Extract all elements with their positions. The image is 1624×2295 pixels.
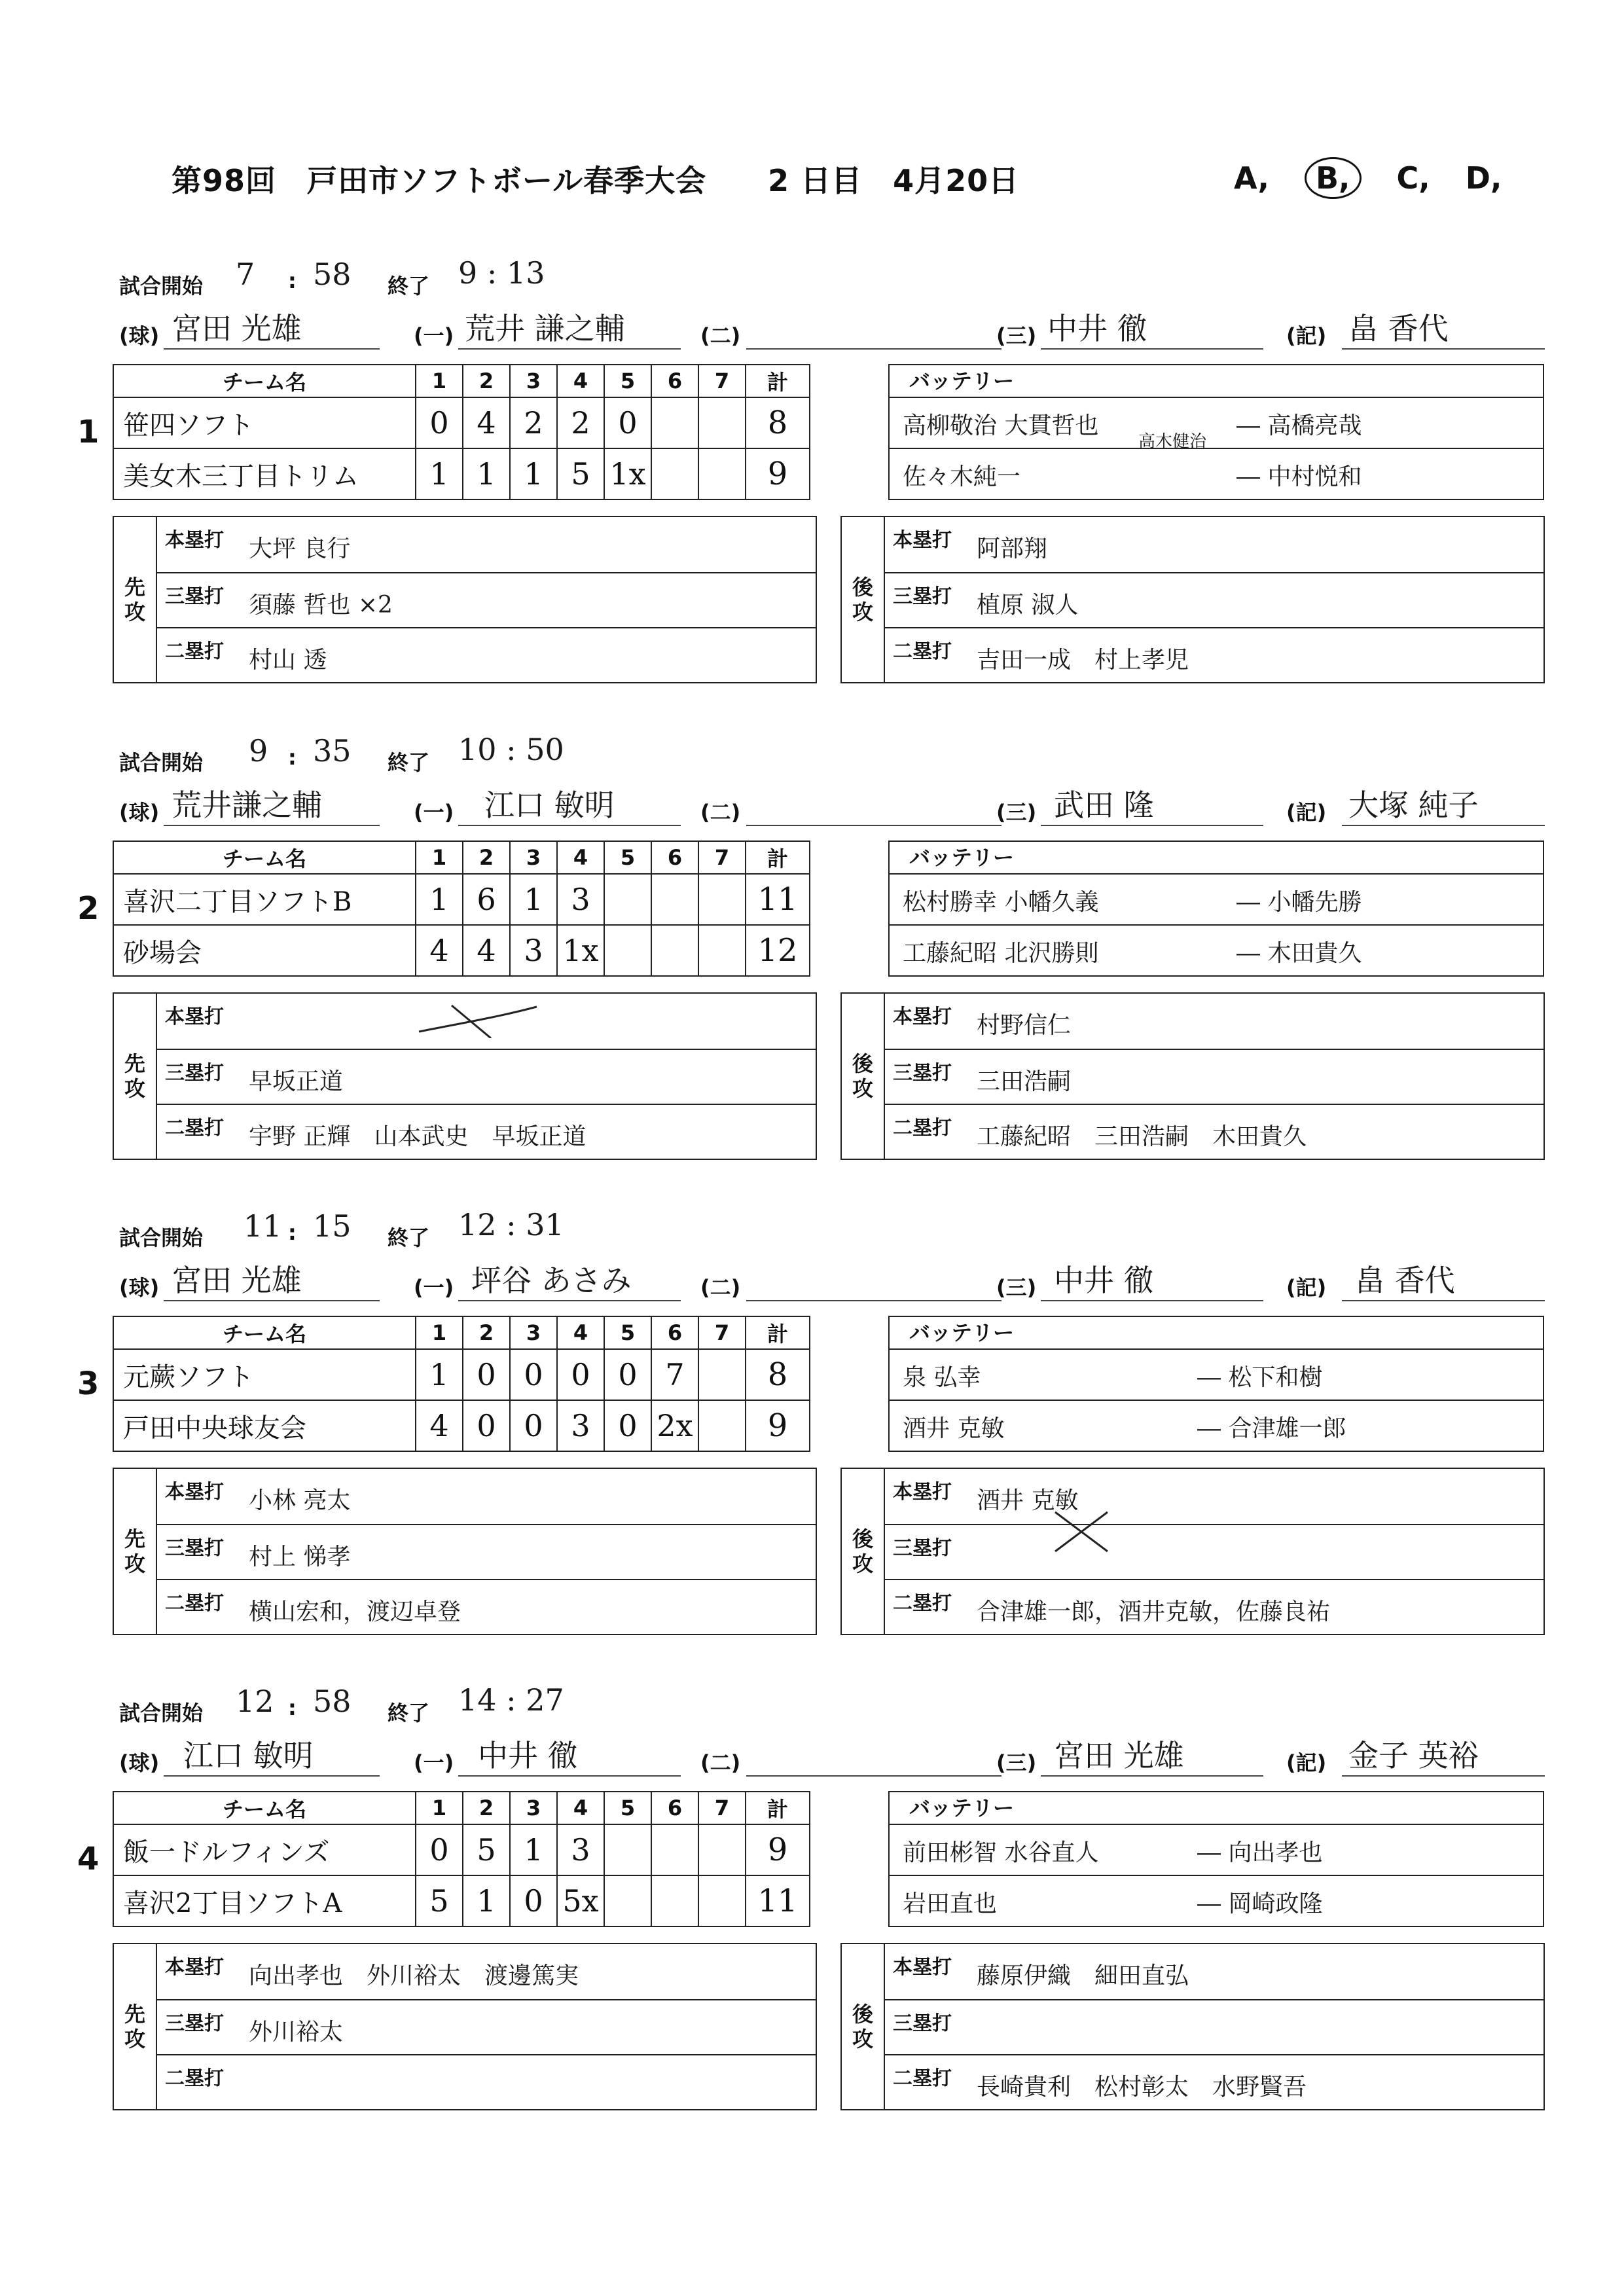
start-minute: 58 xyxy=(313,257,352,292)
recorder: 大塚 純子 xyxy=(1348,787,1479,823)
team-name: 喜沢2丁目ソフトA xyxy=(113,1875,416,1926)
court-selector xyxy=(1234,157,1526,199)
total-score: 9 xyxy=(746,1824,810,1875)
umpire-ball-label: (球) xyxy=(119,800,160,825)
triple-players: 三田浩嗣 xyxy=(977,1068,1072,1095)
first-attack-label: 先 攻 xyxy=(114,994,157,1159)
inning-score: 0 xyxy=(510,1875,557,1926)
team-name-header: チーム名 xyxy=(113,1316,416,1349)
team-name: 笹四ソフト xyxy=(113,397,416,448)
total-score: 8 xyxy=(746,1349,810,1400)
inning-header: 5 xyxy=(604,365,651,397)
inning-score xyxy=(604,1824,651,1875)
inning-header: 3 xyxy=(510,841,557,874)
second-attack-hits xyxy=(840,1943,1545,2110)
umpire-ball: 宮田 光雄 xyxy=(171,311,302,346)
triple-players: 植原 淑人 xyxy=(977,592,1079,619)
inning-score: 4 xyxy=(463,397,510,448)
double-row: 二塁打 合津雄一郎，酒井克敏，佐藤良祐 xyxy=(885,1579,1543,1635)
inning-score xyxy=(604,925,651,976)
double-row: 二塁打 吉田一成 村上孝児 xyxy=(885,627,1543,683)
inning-header: 7 xyxy=(698,1792,746,1824)
inning-score: 1 xyxy=(416,874,463,925)
triple-row: 三塁打 須藤 哲也 ×2 xyxy=(157,572,816,628)
umpire-1: 中井 徹 xyxy=(478,1738,578,1773)
inning-score: 1 xyxy=(416,448,463,499)
first-attack-hits xyxy=(113,516,817,683)
inning-score xyxy=(651,1824,698,1875)
double-players: 合津雄一郎，酒井克敏，佐藤良祐 xyxy=(977,1599,1331,1625)
umpire-ball: 宮田 光雄 xyxy=(171,1263,302,1298)
inning-score: 1 xyxy=(463,448,510,499)
game-number: 4 xyxy=(77,1841,99,1877)
game-number: 2 xyxy=(77,890,99,927)
triple-row: 三塁打 xyxy=(885,1999,1543,2055)
umpire-3: 中井 徹 xyxy=(1047,311,1147,346)
inning-score xyxy=(698,1349,746,1400)
inning-score: 1x xyxy=(557,925,604,976)
game-block xyxy=(0,1676,1624,2147)
recorder-label: (記) xyxy=(1286,1275,1327,1300)
pitchers: 高柳敬治 大貫哲也 xyxy=(903,412,1099,439)
umpire-2-label: (二) xyxy=(700,323,741,348)
inning-score: 2x xyxy=(651,1400,698,1451)
battery-box xyxy=(888,840,1544,977)
double-players: 宇野 正輝 山本武史 早坂正道 xyxy=(249,1123,586,1150)
inning-score xyxy=(698,1875,746,1926)
double-row: 二塁打 xyxy=(157,2054,816,2110)
battery-row xyxy=(890,398,1543,452)
start-label: 試合開始 xyxy=(119,1701,204,1726)
inning-score: 0 xyxy=(416,1824,463,1875)
inning-header: 4 xyxy=(557,1316,604,1349)
inning-score: 6 xyxy=(463,874,510,925)
hr-players: 向出孝也 外川裕太 渡邊篤実 xyxy=(249,1962,579,1989)
first-attack-hits xyxy=(113,1468,817,1635)
umpire-ball-label: (球) xyxy=(119,1750,160,1775)
second-attack-label: 後 攻 xyxy=(842,517,885,682)
pitchers: 松村勝幸 小幡久義 xyxy=(903,889,1099,916)
triple-row: 三塁打 外川裕太 xyxy=(157,1999,816,2055)
total-score: 9 xyxy=(746,1400,810,1451)
team-row xyxy=(113,925,810,976)
inning-score: 2 xyxy=(557,397,604,448)
total-score: 9 xyxy=(746,448,810,499)
hr-row: 本塁打 藤原伊織 細田直弘 xyxy=(893,1956,1189,1989)
double-row: 二塁打 宇野 正輝 山本武史 早坂正道 xyxy=(157,1104,816,1160)
catcher: ― 合津雄一郎 xyxy=(1197,1415,1346,1442)
battery-sub: 高木健治 xyxy=(1138,432,1207,452)
inning-header: 3 xyxy=(510,1792,557,1824)
team-row xyxy=(113,1875,810,1926)
team-name: 美女木三丁目トリム xyxy=(113,448,416,499)
battery-row xyxy=(890,924,1543,975)
scoreboard xyxy=(113,364,810,500)
triple-players: 須藤 哲也 ×2 xyxy=(249,592,393,619)
second-attack-hits xyxy=(840,1468,1545,1635)
umpire-ball-label: (球) xyxy=(119,323,160,348)
battery-row xyxy=(890,448,1543,499)
inning-score: 4 xyxy=(416,1400,463,1451)
inning-score: 1 xyxy=(510,1824,557,1875)
team-name-header: チーム名 xyxy=(113,1792,416,1824)
none-mark xyxy=(1042,1506,1121,1558)
recorder-label: (記) xyxy=(1286,323,1327,348)
inning-score: 0 xyxy=(604,397,651,448)
inning-score xyxy=(651,925,698,976)
end-time: 14 : 27 xyxy=(458,1682,564,1718)
inning-header: 4 xyxy=(557,1792,604,1824)
umpire-2-label: (二) xyxy=(700,800,741,825)
inning-score: 1x xyxy=(604,448,651,499)
battery-row xyxy=(890,875,1543,924)
inning-header: 2 xyxy=(463,1316,510,1349)
hr-row: 本塁打 村野信仁 xyxy=(893,1005,1072,1039)
inning-header: 2 xyxy=(463,841,510,874)
inning-score xyxy=(698,874,746,925)
team-row xyxy=(113,1824,810,1875)
team-name: 喜沢二丁目ソフトB xyxy=(113,874,416,925)
double-players: 長崎貴利 松村彰太 水野賢吾 xyxy=(977,2074,1307,2101)
inning-score: 5 xyxy=(416,1875,463,1926)
hr-players: 村野信仁 xyxy=(977,1012,1072,1039)
none-mark xyxy=(412,999,543,1038)
inning-score xyxy=(651,1875,698,1926)
inning-score: 4 xyxy=(463,925,510,976)
first-attack-hits xyxy=(113,992,817,1160)
hr-row: 本塁打 阿部翔 xyxy=(893,529,1048,562)
total-score: 8 xyxy=(746,397,810,448)
pitchers: 泉 弘幸 xyxy=(903,1364,981,1391)
triple-row: 三塁打 村上 悌孝 xyxy=(157,1524,816,1580)
inning-header: 3 xyxy=(510,1316,557,1349)
triple-row: 三塁打 早坂正道 xyxy=(157,1049,816,1105)
inning-header: 6 xyxy=(651,1792,698,1824)
umpire-3-label: (三) xyxy=(996,323,1037,348)
inning-header: 2 xyxy=(463,1792,510,1824)
inning-score: 5 xyxy=(557,448,604,499)
double-players: 横山宏和，渡辺卓登 xyxy=(249,1599,461,1625)
umpire-1-label: (一) xyxy=(414,1750,454,1775)
inning-header: 5 xyxy=(604,841,651,874)
inning-header: 5 xyxy=(604,1792,651,1824)
start-minute: 35 xyxy=(313,733,352,768)
inning-header: 1 xyxy=(416,365,463,397)
recorder: 金子 英裕 xyxy=(1348,1738,1479,1773)
umpire-ball-label: (球) xyxy=(119,1275,160,1300)
team-name: 元蕨ソフト xyxy=(113,1349,416,1400)
total-score: 11 xyxy=(746,874,810,925)
inning-header: 1 xyxy=(416,1792,463,1824)
hr-row: 本塁打 向出孝也 外川裕太 渡邊篤実 xyxy=(165,1956,579,1989)
catcher: ― 松下和樹 xyxy=(1197,1364,1323,1391)
inning-header: 4 xyxy=(557,365,604,397)
court-b-selected: B, xyxy=(1305,157,1362,199)
catcher: ― 木田貴久 xyxy=(1236,940,1362,967)
end-time: 12 : 31 xyxy=(458,1207,564,1242)
pitchers: 工藤紀昭 北沢勝則 xyxy=(903,940,1099,967)
start-minute: 15 xyxy=(313,1208,352,1244)
inning-header: 6 xyxy=(651,365,698,397)
inning-score: 1 xyxy=(510,448,557,499)
hr-players: 藤原伊織 細田直弘 xyxy=(977,1962,1189,1989)
umpire-ball: 江口 敏明 xyxy=(183,1738,314,1773)
inning-score: 1 xyxy=(416,1349,463,1400)
start-label: 試合開始 xyxy=(119,750,204,775)
inning-score: 5 xyxy=(463,1824,510,1875)
end-label: 終了 xyxy=(388,1701,430,1726)
total-header: 計 xyxy=(746,841,810,874)
game-number: 3 xyxy=(77,1365,99,1402)
court-c: C, xyxy=(1396,160,1430,196)
catcher: ― 中村悦和 xyxy=(1236,463,1362,490)
inning-score xyxy=(651,874,698,925)
umpire-3: 宮田 光雄 xyxy=(1054,1738,1184,1773)
inning-score: 0 xyxy=(463,1400,510,1451)
battery-row xyxy=(890,1825,1543,1875)
start-hour: 11 xyxy=(244,1208,282,1244)
inning-header: 1 xyxy=(416,1316,463,1349)
inning-score: 0 xyxy=(557,1349,604,1400)
umpire-3-label: (三) xyxy=(996,1750,1037,1775)
inning-score: 1 xyxy=(463,1875,510,1926)
sheet-title: 第98回 戸田市ソフトボール春季大会 2 日目 4月20日 xyxy=(171,163,1020,198)
first-attack-label: 先 攻 xyxy=(114,1944,157,2109)
umpire-1: 江口 敏明 xyxy=(484,787,615,823)
double-row: 二塁打 村山 透 xyxy=(157,627,816,683)
end-label: 終了 xyxy=(388,750,430,775)
time-colon: : xyxy=(288,745,297,770)
hr-players: 大坪 良行 xyxy=(249,535,351,562)
second-attack-label: 後 攻 xyxy=(842,994,885,1159)
recorder: 畠 香代 xyxy=(1348,311,1449,346)
inning-score: 0 xyxy=(510,1349,557,1400)
time-colon: : xyxy=(288,1220,297,1245)
hr-players: 酒井 克敏 xyxy=(977,1487,1079,1514)
time-colon: : xyxy=(288,268,297,293)
hr-row: 本塁打 大坪 良行 xyxy=(165,529,351,562)
second-attack-hits xyxy=(840,516,1545,683)
end-time: 10 : 50 xyxy=(458,732,564,767)
start-label: 試合開始 xyxy=(119,274,204,298)
triple-row: 三塁打 植原 淑人 xyxy=(885,572,1543,628)
umpire-2-label: (二) xyxy=(700,1750,741,1775)
catcher: ― 高橋亮哉 xyxy=(1236,412,1362,439)
inning-score xyxy=(698,1400,746,1451)
umpire-1: 坪谷 あさみ xyxy=(471,1263,632,1298)
inning-score: 0 xyxy=(604,1349,651,1400)
team-name-header: チーム名 xyxy=(113,365,416,397)
inning-header: 1 xyxy=(416,841,463,874)
team-row xyxy=(113,1349,810,1400)
pitchers: 前田彬智 水谷直人 xyxy=(903,1839,1099,1866)
inning-score: 3 xyxy=(510,925,557,976)
team-name-header: チーム名 xyxy=(113,841,416,874)
second-attack-label: 後 攻 xyxy=(842,1469,885,1634)
inning-score: 1 xyxy=(510,874,557,925)
inning-header: 2 xyxy=(463,365,510,397)
court-d: D, xyxy=(1465,160,1502,196)
triple-row: 三塁打 xyxy=(885,1524,1543,1580)
end-label: 終了 xyxy=(388,1225,430,1250)
time-colon: : xyxy=(288,1695,297,1720)
second-attack-hits xyxy=(840,992,1545,1160)
umpire-3: 武田 隆 xyxy=(1054,787,1154,823)
team-row xyxy=(113,1400,810,1451)
umpire-1-label: (一) xyxy=(414,800,454,825)
total-header: 計 xyxy=(746,1792,810,1824)
team-name: 飯一ドルフィンズ xyxy=(113,1824,416,1875)
catcher: ― 小幡先勝 xyxy=(1236,889,1362,916)
triple-players: 外川裕太 xyxy=(249,2019,344,2046)
battery-box xyxy=(888,364,1544,500)
hr-players: 阿部翔 xyxy=(977,535,1048,562)
battery-header: バッテリー xyxy=(890,1792,1543,1825)
inning-score xyxy=(698,448,746,499)
umpire-1-label: (一) xyxy=(414,323,454,348)
pitchers: 佐々木純一 xyxy=(903,463,1021,490)
recorder: 畠 香代 xyxy=(1355,1263,1455,1298)
end-time: 9 : 13 xyxy=(458,255,545,291)
inning-header: 5 xyxy=(604,1316,651,1349)
inning-score xyxy=(698,1824,746,1875)
scoreboard xyxy=(113,1316,810,1452)
inning-header: 3 xyxy=(510,365,557,397)
court-a: A, xyxy=(1234,160,1269,196)
battery-header: バッテリー xyxy=(890,365,1543,398)
inning-score: 3 xyxy=(557,874,604,925)
double-players: 村山 透 xyxy=(249,647,327,674)
team-name: 戸田中央球友会 xyxy=(113,1400,416,1451)
umpire-2-label: (二) xyxy=(700,1275,741,1300)
start-hour: 9 xyxy=(249,733,268,768)
triple-players: 村上 悌孝 xyxy=(249,1544,351,1570)
inning-header: 6 xyxy=(651,841,698,874)
inning-score xyxy=(604,1875,651,1926)
battery-row xyxy=(890,1400,1543,1451)
team-row xyxy=(113,874,810,925)
umpire-3: 中井 徹 xyxy=(1054,1263,1154,1298)
inning-score: 7 xyxy=(651,1349,698,1400)
scoreboard xyxy=(113,840,810,977)
battery-header: バッテリー xyxy=(890,842,1543,875)
inning-header: 7 xyxy=(698,1316,746,1349)
hr-players: 小林 亮太 xyxy=(249,1487,351,1514)
first-attack-hits xyxy=(113,1943,817,2110)
double-players: 吉田一成 村上孝児 xyxy=(977,647,1189,674)
recorder-label: (記) xyxy=(1286,800,1327,825)
hr-row: 本塁打 xyxy=(157,994,816,1049)
start-label: 試合開始 xyxy=(119,1225,204,1250)
inning-score: 2 xyxy=(510,397,557,448)
inning-score xyxy=(651,397,698,448)
hr-row: 本塁打 酒井 克敏 xyxy=(893,1481,1079,1514)
inning-score: 3 xyxy=(557,1824,604,1875)
double-row: 二塁打 工藤紀昭 三田浩嗣 木田貴久 xyxy=(885,1104,1543,1160)
game-block xyxy=(0,249,1624,720)
team-row xyxy=(113,448,810,499)
inning-score xyxy=(698,925,746,976)
inning-score xyxy=(651,448,698,499)
first-attack-label: 先 攻 xyxy=(114,517,157,682)
double-players: 工藤紀昭 三田浩嗣 木田貴久 xyxy=(977,1123,1307,1150)
pitchers: 酒井 克敏 xyxy=(903,1415,1005,1442)
start-hour: 12 xyxy=(236,1684,274,1719)
start-minute: 58 xyxy=(313,1684,352,1719)
game-block xyxy=(0,725,1624,1197)
inning-header: 6 xyxy=(651,1316,698,1349)
umpire-3-label: (三) xyxy=(996,1275,1037,1300)
start-hour: 7 xyxy=(236,257,255,292)
umpire-1: 荒井 謙之輔 xyxy=(465,311,625,346)
inning-score: 0 xyxy=(416,397,463,448)
team-row xyxy=(113,397,810,448)
team-name: 砂場会 xyxy=(113,925,416,976)
battery-box xyxy=(888,1791,1544,1927)
hr-row: 本塁打 小林 亮太 xyxy=(165,1481,351,1514)
inning-score: 5x xyxy=(557,1875,604,1926)
end-label: 終了 xyxy=(388,274,430,298)
inning-score: 3 xyxy=(557,1400,604,1451)
triple-players: 早坂正道 xyxy=(249,1068,344,1095)
battery-header: バッテリー xyxy=(890,1317,1543,1350)
pitchers: 岩田直也 xyxy=(903,1890,998,1917)
total-header: 計 xyxy=(746,365,810,397)
game-block xyxy=(0,1201,1624,1672)
total-header: 計 xyxy=(746,1316,810,1349)
inning-score: 0 xyxy=(510,1400,557,1451)
catcher: ― 向出孝也 xyxy=(1197,1839,1323,1866)
umpire-1-label: (一) xyxy=(414,1275,454,1300)
inning-score xyxy=(698,397,746,448)
inning-header: 4 xyxy=(557,841,604,874)
catcher: ― 岡崎政隆 xyxy=(1197,1890,1323,1917)
inning-header: 7 xyxy=(698,841,746,874)
inning-header: 7 xyxy=(698,365,746,397)
total-score: 12 xyxy=(746,925,810,976)
umpire-3-label: (三) xyxy=(996,800,1037,825)
inning-score: 0 xyxy=(604,1400,651,1451)
umpire-ball: 荒井謙之輔 xyxy=(171,787,322,823)
inning-score xyxy=(604,874,651,925)
total-score: 11 xyxy=(746,1875,810,1926)
scoreboard xyxy=(113,1791,810,1927)
recorder-label: (記) xyxy=(1286,1750,1327,1775)
game-number: 1 xyxy=(77,414,99,450)
battery-box xyxy=(888,1316,1544,1452)
double-row: 二塁打 横山宏和，渡辺卓登 xyxy=(157,1579,816,1635)
battery-row xyxy=(890,1875,1543,1926)
second-attack-label: 後 攻 xyxy=(842,1944,885,2109)
inning-score: 4 xyxy=(416,925,463,976)
first-attack-label: 先 攻 xyxy=(114,1469,157,1634)
battery-row xyxy=(890,1350,1543,1400)
triple-row: 三塁打 三田浩嗣 xyxy=(885,1049,1543,1105)
inning-score: 0 xyxy=(463,1349,510,1400)
double-row: 二塁打 長崎貴利 松村彰太 水野賢吾 xyxy=(885,2054,1543,2110)
